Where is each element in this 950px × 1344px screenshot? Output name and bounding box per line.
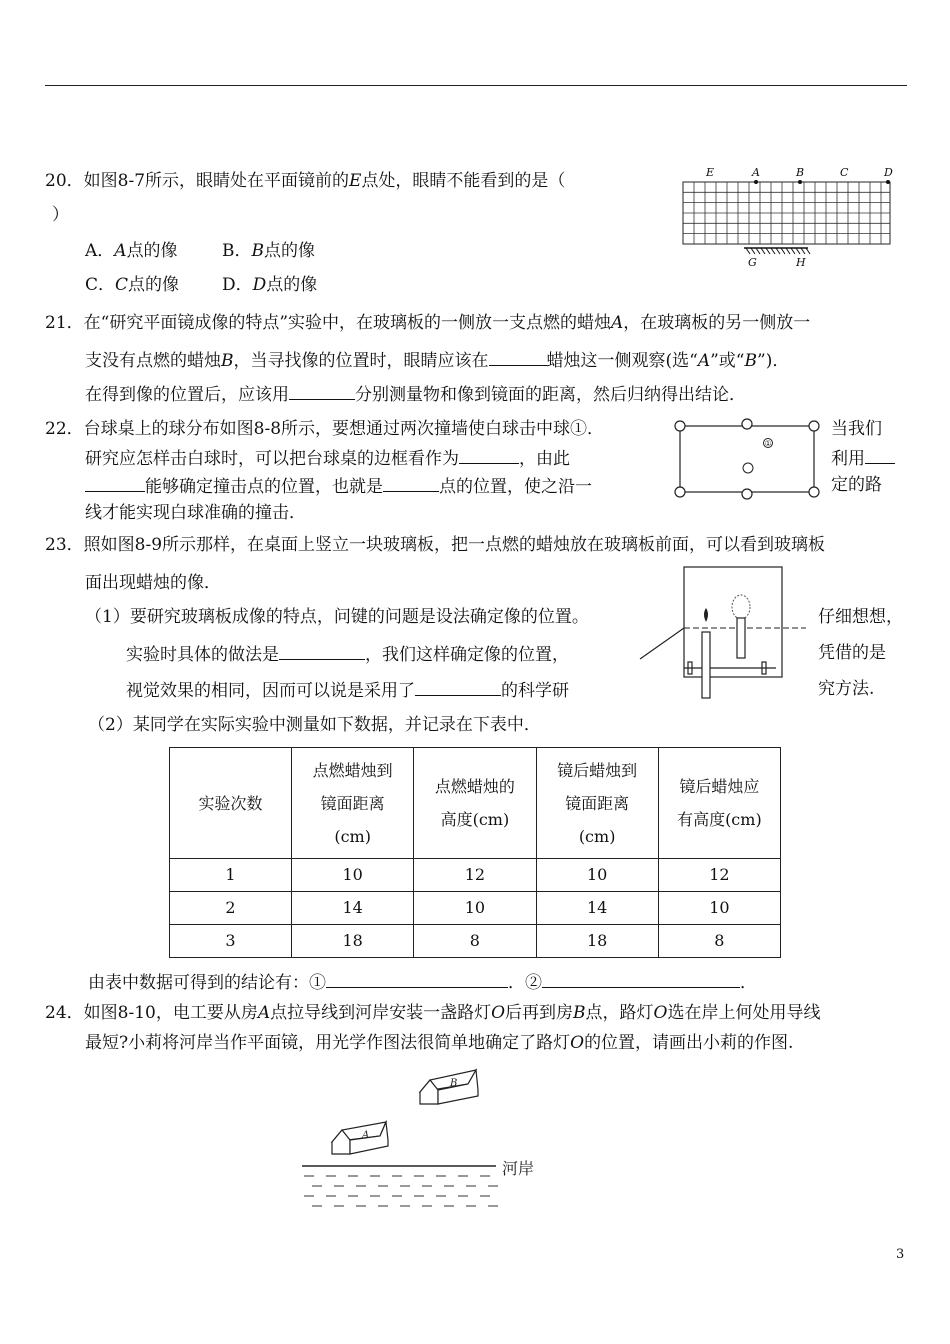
header-lit-height: 点燃蜡烛的 高度(cm) bbox=[414, 748, 536, 859]
figure-8-9-candle-glass bbox=[636, 562, 808, 704]
q24-line2: 最短?小莉将河岸当作平面镜，用光学作图法很简单地确定了路灯O的位置，请画出小莉的作图. bbox=[85, 1033, 794, 1053]
q22-blank-point[interactable] bbox=[383, 474, 439, 492]
table-cell: 10 bbox=[414, 892, 536, 925]
river-bank-label: 河岸 bbox=[502, 1159, 535, 1178]
point-a-marker bbox=[754, 180, 758, 184]
hatch-line bbox=[791, 248, 795, 254]
q20-line1: 20．如图8-7所示，眼睛处在平面镜前的E点处，眼睛不能看到的是（ bbox=[45, 171, 566, 191]
q23-p1-line3: 视觉效果的相同，因而可以说是采用了 的科学研 bbox=[126, 678, 569, 702]
q22-line3: 能够确定撞击点的位置，也就是 点的位置，使之沿一 bbox=[85, 474, 592, 498]
q23-p1-line1-right: 仔细想想， bbox=[818, 607, 903, 627]
label-c: C bbox=[840, 166, 849, 179]
table-cell: 18 bbox=[292, 925, 414, 958]
table-cell: 12 bbox=[414, 859, 536, 892]
q22-line2-right: 利用 bbox=[831, 446, 895, 470]
q22-blank-principle-a[interactable] bbox=[865, 446, 895, 464]
point-d-marker bbox=[886, 180, 890, 184]
table-header-row bbox=[170, 748, 781, 859]
hatch-line bbox=[806, 248, 810, 254]
figure-8-10-houses-river bbox=[290, 1062, 550, 1216]
q23-blank-method[interactable] bbox=[279, 642, 365, 660]
table-cell: 3 bbox=[170, 925, 292, 958]
table-edge bbox=[640, 628, 684, 659]
q22-line1-right: 当我们 bbox=[831, 419, 882, 439]
header-behind-height: 镜后蜡烛应 有高度(cm) bbox=[658, 748, 780, 859]
table-cell: 14 bbox=[292, 892, 414, 925]
table-cell: 10 bbox=[292, 859, 414, 892]
house-a-drawing bbox=[332, 1122, 388, 1154]
q23-conclusion: 由表中数据可得到的结论有：① ．② ． bbox=[88, 970, 757, 994]
house-a-label: A bbox=[362, 1130, 370, 1141]
table-cell: 10 bbox=[536, 859, 658, 892]
house-b-label: B bbox=[450, 1078, 458, 1089]
hatch-line bbox=[776, 248, 780, 254]
table-cell: 10 bbox=[658, 892, 780, 925]
table-pockets bbox=[675, 419, 819, 499]
q23-line1: 23．照如图8-9所示那样，在桌面上竖立一块玻璃板，把一点燃的蜡烛放在玻璃板前面，可以看到玻璃板 bbox=[45, 535, 826, 555]
q22-blank-mirror[interactable] bbox=[459, 446, 519, 464]
hatch-line bbox=[786, 248, 790, 254]
header-rule bbox=[45, 85, 907, 86]
table-border bbox=[680, 426, 814, 492]
q22-line2: 研究应怎样击白球时，可以把台球桌的边框看作为 ，由此 bbox=[85, 446, 570, 470]
q20-option-b[interactable]: B．B点的像 bbox=[222, 241, 315, 261]
white-ball bbox=[743, 463, 753, 473]
q21-line2: 支没有点燃的蜡烛B，当寻找像的位置时，眼睛应该在 蜡烛这一侧观察(选“A”或“B”)． bbox=[85, 348, 789, 372]
q24-line1: 24．如图8-10，电工要从房A点拉导线到河岸安装一盏路灯O后再到房B点，路灯O选在岸上何处用导线 bbox=[45, 1003, 821, 1023]
hatch-line bbox=[796, 248, 800, 254]
glass-stands bbox=[684, 662, 776, 674]
header-lit-distance: 点燃蜡烛到 镜面距离 (cm) bbox=[292, 748, 414, 859]
hatch-line bbox=[751, 248, 755, 254]
table-cell: 12 bbox=[658, 859, 780, 892]
q21-blank-tool[interactable] bbox=[289, 382, 355, 400]
lit-candle bbox=[702, 608, 710, 698]
hatch-line bbox=[746, 248, 750, 254]
q23-line2: 面出现蜡烛的像． bbox=[85, 573, 221, 593]
table-cell: 1 bbox=[170, 859, 292, 892]
q20-option-a[interactable]: A．A点的像 bbox=[85, 241, 178, 261]
header-behind-distance: 镜后蜡烛到 镜面距离 (cm) bbox=[536, 748, 658, 859]
table-row bbox=[170, 892, 781, 925]
image-candle bbox=[732, 595, 750, 658]
hatch-line bbox=[761, 248, 765, 254]
q21-line3: 在得到像的位置后，应该用 分别测量物和像到镜面的距离，然后归纳得出结论． bbox=[85, 382, 746, 406]
table-row bbox=[170, 859, 781, 892]
hatch-line bbox=[766, 248, 770, 254]
table-cell: 18 bbox=[536, 925, 658, 958]
target-ball-label: ① bbox=[764, 439, 772, 448]
header-trial-number: 实验次数 bbox=[170, 748, 292, 859]
river-water bbox=[304, 1176, 498, 1206]
q21-line1: 21．在“研究平面镜成像的特点”实验中，在玻璃板的一侧放一支点燃的蜡烛A，在玻璃板的另一侧放一 bbox=[45, 313, 811, 333]
q23-blank-method-name[interactable] bbox=[415, 678, 501, 696]
q20-option-c[interactable]: C．C点的像 bbox=[85, 275, 180, 295]
glass-plate bbox=[684, 567, 782, 677]
q22-line3-right: 定的路 bbox=[831, 475, 882, 495]
label-b: B bbox=[796, 166, 805, 179]
data-table bbox=[169, 747, 781, 958]
q23-blank-conclusion-2[interactable] bbox=[542, 970, 740, 988]
q21-blank-side[interactable] bbox=[489, 348, 547, 366]
table-cell: 14 bbox=[536, 892, 658, 925]
figure-8-7-mirror-grid bbox=[678, 162, 898, 272]
table-row bbox=[170, 925, 781, 958]
q23-p1-line3-right: 究方法. bbox=[818, 679, 875, 699]
point-b-marker bbox=[798, 180, 802, 184]
figure-8-8-billiard-table bbox=[672, 418, 822, 500]
label-d: D bbox=[884, 166, 893, 179]
q22-line1: 22．台球桌上的球分布如图8-8所示，要想通过两次撞墙使白球击中球①． bbox=[45, 419, 605, 439]
label-a: A bbox=[752, 166, 760, 179]
table-cell: 8 bbox=[658, 925, 780, 958]
hatch-line bbox=[756, 248, 760, 254]
label-e: E bbox=[706, 166, 715, 179]
table-cell: 8 bbox=[414, 925, 536, 958]
label-h: H bbox=[796, 256, 806, 269]
q23-p1-line2: 实验时具体的做法是 ，我们这样确定像的位置， bbox=[126, 642, 569, 666]
q22-blank-principle-b[interactable] bbox=[85, 474, 145, 492]
hatch-line bbox=[801, 248, 805, 254]
q20-line2: ） bbox=[52, 205, 69, 225]
q23-blank-conclusion-1[interactable] bbox=[326, 970, 508, 988]
q23-p1-line1: （1）要研究玻璃板成像的特点，问键的问题是设法确定像的位置。 bbox=[85, 607, 589, 627]
house-b-drawing bbox=[420, 1070, 478, 1104]
table-cell: 2 bbox=[170, 892, 292, 925]
mirror-hatching bbox=[746, 248, 810, 254]
q23-p2-line: （2）某同学在实际实验中测量如下数据，并记录在下表中． bbox=[88, 715, 541, 735]
hatch-line bbox=[771, 248, 775, 254]
q22-line4: 线才能实现白球准确的撞击． bbox=[85, 503, 306, 523]
page-number: 3 bbox=[896, 1247, 905, 1262]
label-g: G bbox=[748, 256, 757, 269]
q23-p1-line2-right: 凭借的是 bbox=[818, 643, 886, 663]
hatch-line bbox=[781, 248, 785, 254]
q20-option-d[interactable]: D．D点的像 bbox=[222, 275, 318, 295]
